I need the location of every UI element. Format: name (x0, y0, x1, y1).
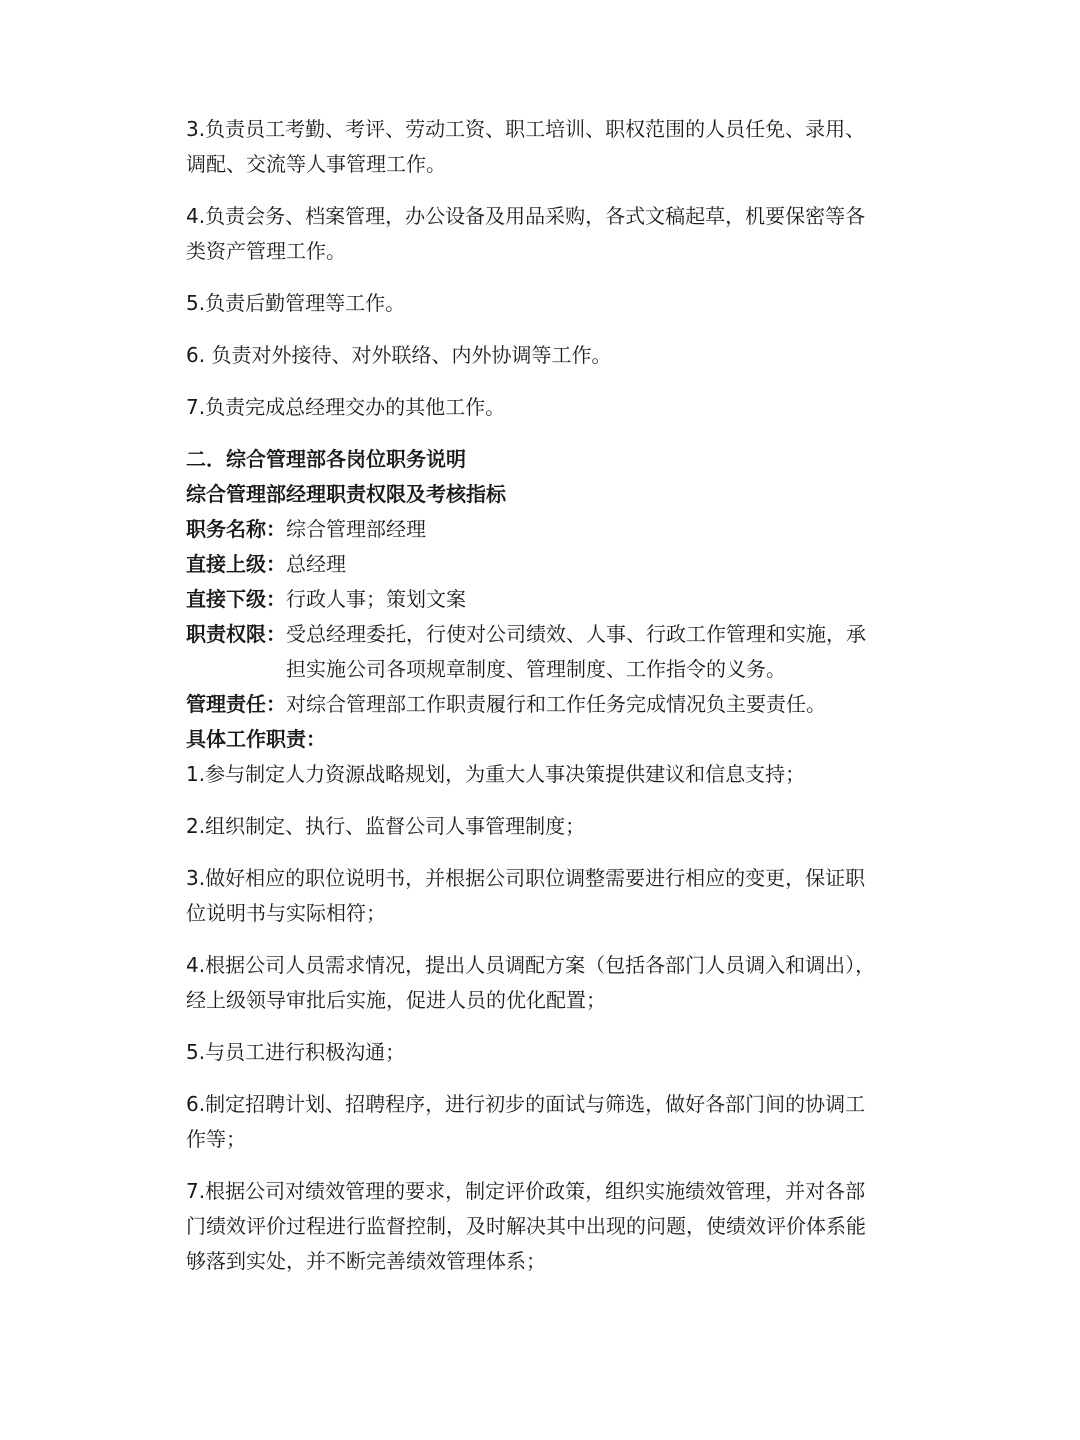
text-line: 6. 负责对外接待、对外联络、内外协调等工作。 (186, 343, 612, 367)
text-line: 2.组织制定、执行、监督公司人事管理制度； (186, 814, 586, 838)
field-value (286, 617, 866, 687)
intro-item-3 (186, 112, 916, 182)
field-responsibility (186, 687, 916, 722)
field-label: 直接下级： (186, 587, 286, 611)
text-line: 5.负责后勤管理等工作。 (186, 291, 406, 315)
text-line: 够落到实处，并不断完善绩效管理体系； (186, 1249, 546, 1273)
field-authority (186, 617, 916, 687)
field-label: 管理责任： (186, 692, 286, 716)
text-line: 6.制定招聘计划、招聘程序，进行初步的面试与筛选，做好各部门间的协调工 (186, 1092, 866, 1116)
text-line: 4.根据公司人员需求情况，提出人员调配方案（包括各部门人员调入和调出）， (186, 953, 876, 977)
text-line: 调配、交流等人事管理工作。 (186, 152, 446, 176)
field-superior (186, 547, 916, 582)
duty-item-6 (186, 1087, 916, 1157)
text-line: 1.参与制定人力资源战略规划，为重大人事决策提供建议和信息支持； (186, 762, 806, 786)
duty-item-2 (186, 809, 916, 844)
intro-item-5 (186, 286, 916, 321)
field-value: 总经理 (286, 552, 346, 576)
intro-item-4 (186, 199, 916, 269)
field-value: 对综合管理部工作职责履行和工作任务完成情况负主要责任。 (286, 692, 826, 716)
duty-item-7 (186, 1174, 916, 1279)
duty-item-4 (186, 948, 916, 1018)
field-subordinate (186, 582, 916, 617)
text-line: 3.负责员工考勤、考评、劳动工资、职工培训、职权范围的人员任免、录用、 (186, 117, 866, 141)
section-title: 二．综合管理部各岗位职务说明 (186, 447, 466, 471)
text-line: 经上级领导审批后实施，促进人员的优化配置； (186, 988, 606, 1012)
text-line: 受总经理委托，行使对公司绩效、人事、行政工作管理和实施，承 (286, 622, 866, 646)
text-line: 类资产管理工作。 (186, 239, 346, 263)
intro-item-6 (186, 338, 916, 373)
duty-item-1 (186, 757, 916, 792)
intro-item-7 (186, 390, 916, 425)
text-line: 7.根据公司对绩效管理的要求，制定评价政策，组织实施绩效管理，并对各部 (186, 1179, 866, 1203)
field-label: 职责权限： (186, 622, 286, 646)
subsection-title: 综合管理部经理职责权限及考核指标 (186, 482, 506, 506)
field-position (186, 512, 916, 547)
text-line: 作等； (186, 1127, 246, 1151)
text-line: 担实施公司各项规章制度、管理制度、工作指令的义务。 (286, 657, 786, 681)
field-label: 职务名称： (186, 517, 286, 541)
text-line: 位说明书与实际相符； (186, 901, 386, 925)
document-content (186, 112, 916, 1296)
duties-title: 具体工作职责： (186, 727, 326, 751)
field-value: 综合管理部经理 (286, 517, 426, 541)
duty-item-3 (186, 861, 916, 931)
text-line: 5.与员工进行积极沟通； (186, 1040, 406, 1064)
text-line: 4.负责会务、档案管理，办公设备及用品采购，各式文稿起草，机要保密等各 (186, 204, 866, 228)
duty-item-5 (186, 1035, 916, 1070)
text-line: 7.负责完成总经理交办的其他工作。 (186, 395, 506, 419)
field-label: 直接上级： (186, 552, 286, 576)
field-value: 行政人事；策划文案 (286, 587, 466, 611)
text-line: 门绩效评价过程进行监督控制，及时解决其中出现的问题，使绩效评价体系能 (186, 1214, 866, 1238)
text-line: 3.做好相应的职位说明书，并根据公司职位调整需要进行相应的变更，保证职 (186, 866, 866, 890)
